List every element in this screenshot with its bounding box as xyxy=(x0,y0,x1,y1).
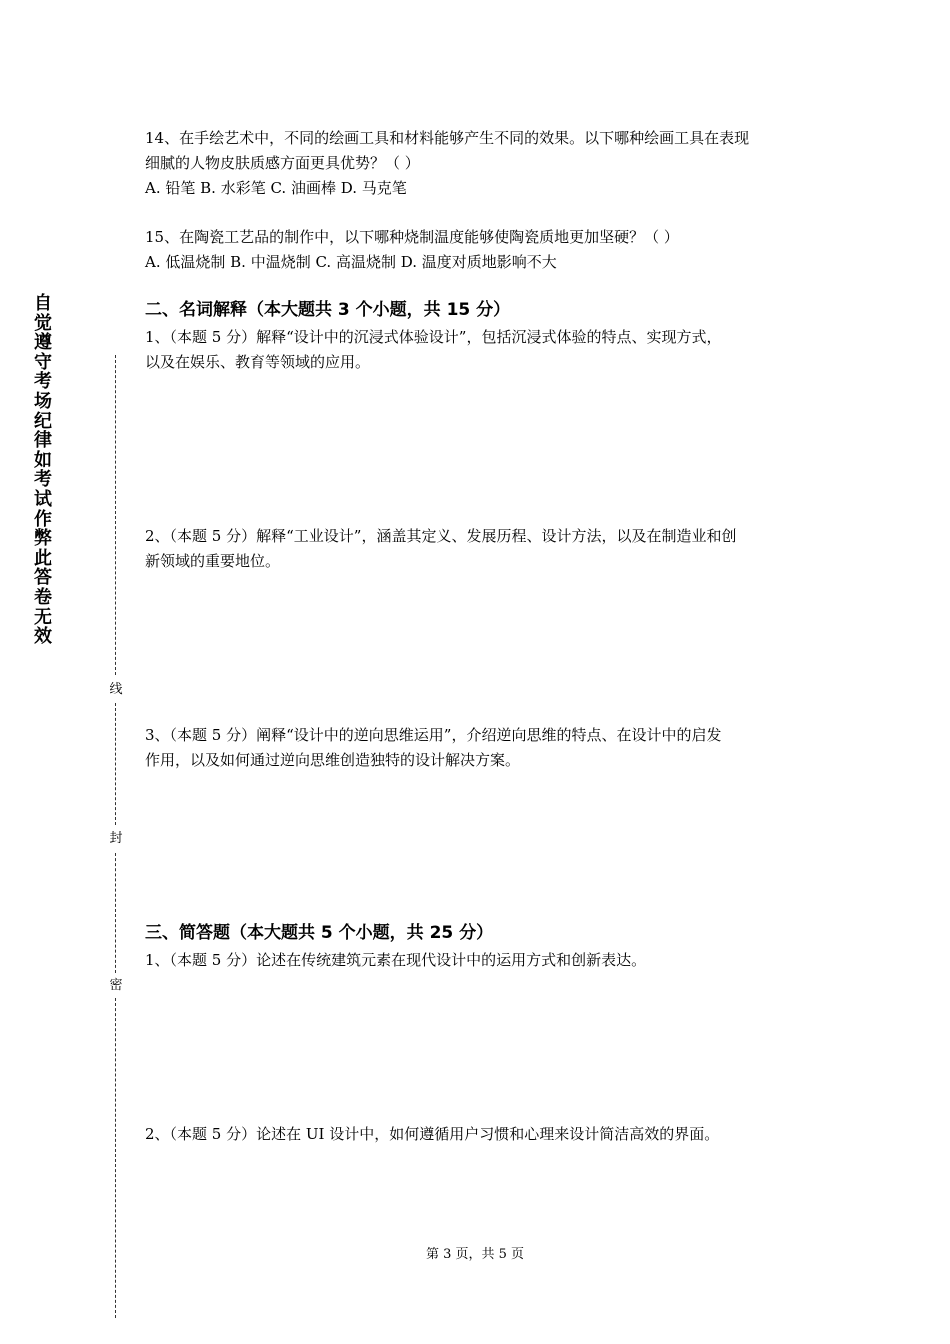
binding-label-secret: 密 xyxy=(109,978,123,993)
section-2-heading: 二、名词解释（本大题共 3 个小题，共 15 分） xyxy=(145,300,511,320)
section-3-question-2: 2、（本题 5 分）论述在 UI 设计中，如何遵循用户习惯和心理来设计简洁高效的界面。 xyxy=(145,1125,720,1143)
binding-label-line: 线 xyxy=(109,682,123,697)
section-2-question-3-line1: 3、（本题 5 分）阐释“设计中的逆向思维运用”，介绍逆向思维的特点、在设计中的启发 xyxy=(145,726,722,744)
section-3-heading: 三、简答题（本大题共 5 个小题，共 25 分） xyxy=(145,923,494,943)
exam-discipline-notice: 自觉遵守考场纪律如考试作弊此答卷无效 xyxy=(34,293,52,648)
section-2-question-2-line2: 新领域的重要地位。 xyxy=(145,552,281,570)
section-2-question-2-line1: 2、（本题 5 分）解释“工业设计”，涵盖其定义、发展历程、设计方法，以及在制造业和创 xyxy=(145,527,737,545)
binding-label-seal: 封 xyxy=(109,831,123,846)
section-3-question-1: 1、（本题 5 分）论述在传统建筑元素在现代设计中的运用方式和创新表达。 xyxy=(145,951,647,969)
question-15-text: 15、在陶瓷工艺品的制作中，以下哪种烧制温度能够使陶瓷质地更加坚硬？（ ） xyxy=(145,228,679,246)
binding-line-bottom xyxy=(115,998,116,1318)
question-15-options: A. 低温烧制 B. 中温烧制 C. 高温烧制 D. 温度对质地影响不大 xyxy=(145,253,557,271)
question-14-options: A. 铅笔 B. 水彩笔 C. 油画棒 D. 马克笔 xyxy=(145,179,407,197)
section-2-question-1-line2: 以及在娱乐、教育等领域的应用。 xyxy=(145,353,371,371)
page-number: 第 3 页，共 5 页 xyxy=(425,1247,525,1262)
binding-line-lower xyxy=(115,853,116,973)
binding-line-top xyxy=(115,355,116,675)
section-2-question-3-line2: 作用，以及如何通过逆向思维创造独特的设计解决方案。 xyxy=(145,751,521,769)
binding-line-middle xyxy=(115,703,116,825)
question-14-text-line2: 细腻的人物皮肤质感方面更具优势？（ ） xyxy=(145,154,420,172)
section-2-question-1-line1: 1、（本题 5 分）解释“设计中的沉浸式体验设计”，包括沉浸式体验的特点、实现方式， xyxy=(145,328,722,346)
question-14-text-line1: 14、在手绘艺术中，不同的绘画工具和材料能够产生不同的效果。以下哪种绘画工具在表现 xyxy=(145,129,750,147)
